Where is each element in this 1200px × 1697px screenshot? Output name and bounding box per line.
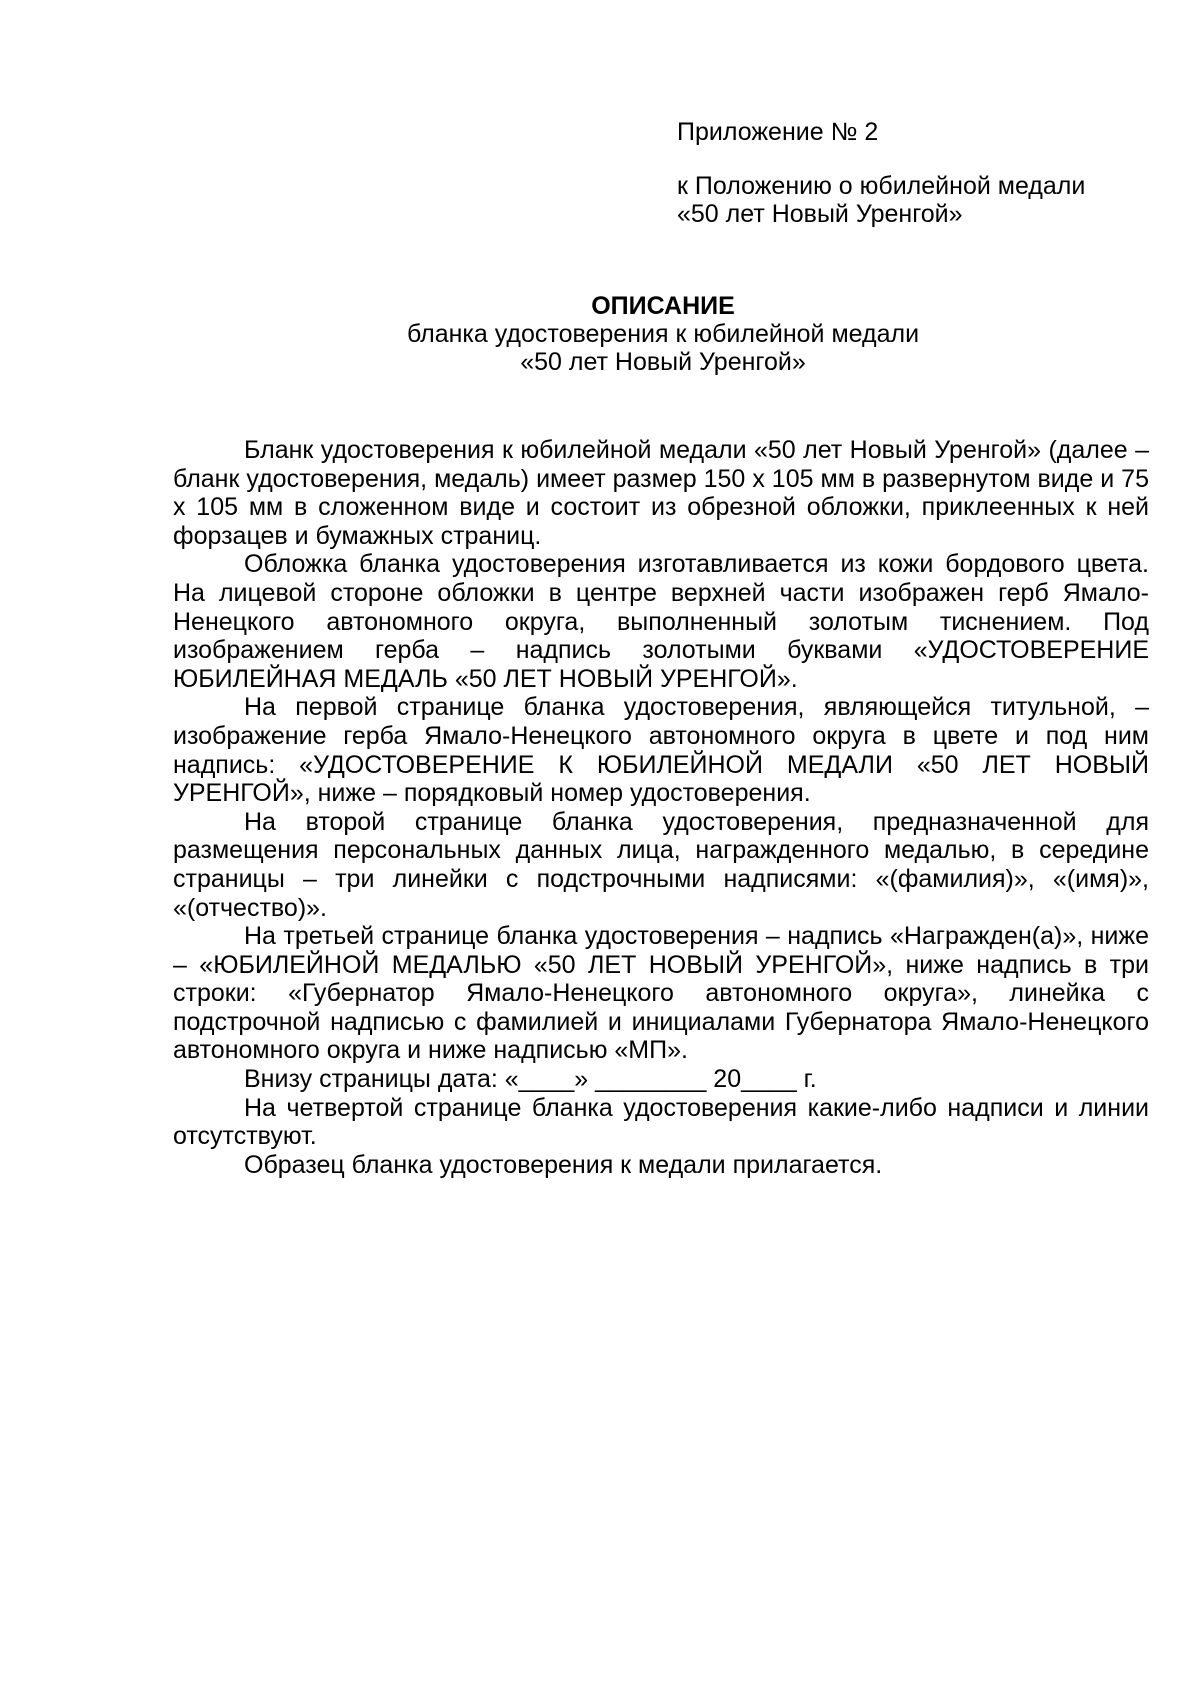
paragraph-fourth-page: На четвертой странице бланка удостоверения какие-либо надписи и линии отсутствуют.	[173, 1093, 1149, 1151]
appendix-spacer	[677, 146, 1157, 172]
paragraph-second-page: На второй странице бланка удостоверения, предназначенной для размещения персональных данных лица, награжденного медалью, в середине страницы – три линейки с подстрочными надписями: «(фамилия)», «(имя)», «(отчество)».	[173, 807, 1149, 922]
paragraph-sample: Образец бланка удостоверения к медали прилагается.	[244, 1150, 883, 1179]
document-subtitle-line-1: бланка удостоверения к юбилейной медали	[406, 320, 920, 348]
appendix-reference-line-1: к Положению о юбилейной медали	[677, 172, 1086, 200]
appendix-header	[677, 118, 1157, 228]
paragraph-third-page: На третьей странице бланка удостоверения – надпись «Награжден(а)», ниже – «ЮБИЛЕЙНОЙ МЕДАЛЬЮ «50 ЛЕТ НОВЫЙ УРЕНГОЙ», ниже надпись в три строки: «Губернатор Ямало-Ненецкого автономного округа», линейка с подстрочной надписью с фамилией и инициалами Губернатора Ямало-Ненецкого автономного округа и ниже надписью «МП».	[173, 922, 1149, 1065]
paragraph-first-page: На первой странице бланка удостоверения, являющейся титульной, – изображение герба Ямало-Ненецкого автономного округа в цвете и под ним надпись: «УДОСТОВЕРЕНИЕ К ЮБИЛЕЙНОЙ МЕДАЛИ «50 ЛЕТ НОВЫЙ УРЕНГОЙ», ниже – порядковый номер удостоверения.	[173, 693, 1149, 808]
paragraph-size: Бланк удостоверения к юбилейной медали «50 лет Новый Уренгой» (далее – бланк удостоверения, медаль) имеет размер 150 х 105 мм в развернутом виде и 75 х 105 мм в сложенном виде и состоит из обрезной обложки, приклеенных к ней форзацев и бумажных страниц.	[173, 436, 1149, 550]
appendix-reference-line-2: «50 лет Новый Уренгой»	[677, 200, 963, 228]
paragraph-date: Внизу страницы дата: «____» ________ 20____ г.	[244, 1065, 817, 1094]
document-title-block	[0, 292, 1200, 376]
document-subtitle-line-2: «50 лет Новый Уренгой»	[520, 348, 806, 376]
document-title: ОПИСАНИЕ	[591, 292, 735, 320]
paragraph-cover: Обложка бланка удостоверения изготавливается из кожи бордового цвета. На лицевой стороне обложки в центре верхней части изображен герб Ямало-Ненецкого автономного округа, выполненный золотым тиснением. Под изображением герба – надпись золотыми буквами «УДОСТОВЕРЕНИЕ ЮБИЛЕЙНАЯ МЕДАЛЬ «50 ЛЕТ НОВЫЙ УРЕНГОЙ».	[173, 550, 1149, 693]
document-body	[173, 436, 1149, 1179]
appendix-number: Приложение № 2	[677, 118, 879, 146]
